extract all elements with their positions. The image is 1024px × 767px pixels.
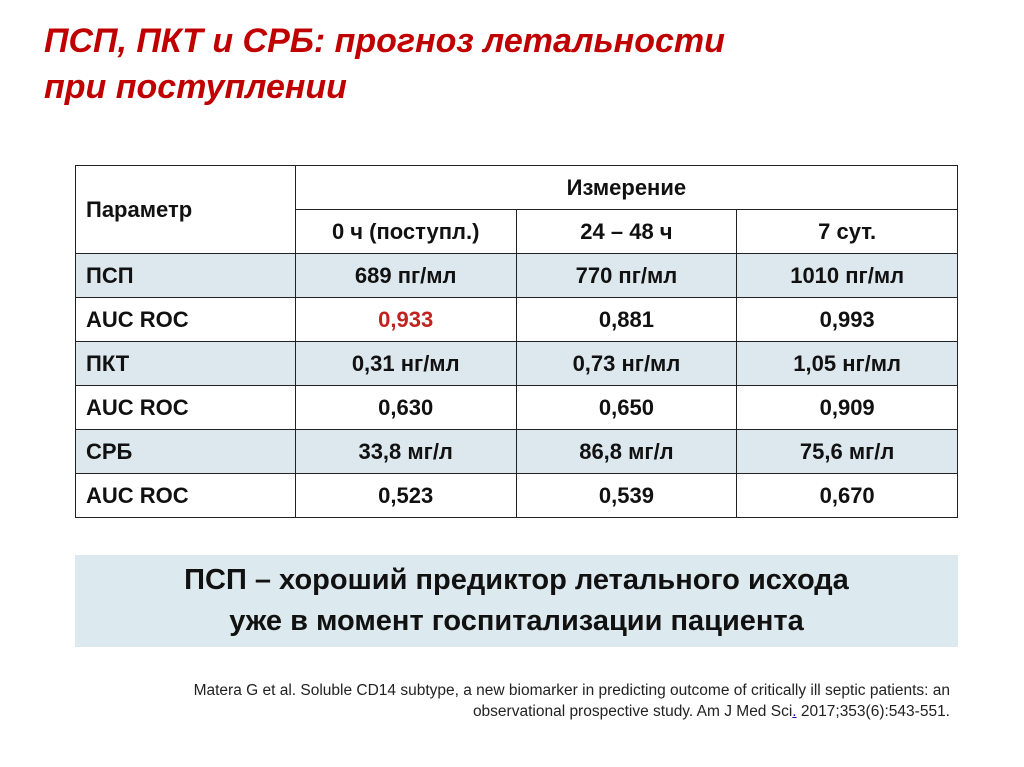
table-row (76, 386, 958, 430)
citation-link[interactable]: . (792, 703, 797, 720)
conclusion-callout (75, 555, 958, 647)
cell-value: 689 пг/мл (295, 254, 516, 298)
citation-line-1: Matera G et al. Soluble CD14 subtype, a new biomarker in predicting outcome of critically ill septic patients: an (193, 682, 950, 699)
header-param: Параметр (76, 166, 296, 254)
title-line-2: при поступлении (44, 68, 347, 106)
cell-value: 0,650 (516, 386, 737, 430)
citation-year: 2017;353(6):543-551. (796, 703, 950, 720)
cell-value: 33,8 мг/л (295, 430, 516, 474)
row-label: AUC ROC (76, 474, 296, 518)
row-label: AUC ROC (76, 386, 296, 430)
cell-value: 75,6 мг/л (737, 430, 958, 474)
table-row (76, 298, 958, 342)
citation-line-2 (90, 701, 950, 722)
page-title (44, 18, 944, 110)
cell-value: 0,539 (516, 474, 737, 518)
citation-text: observational prospective study. Am J Med Sci (472, 703, 793, 720)
row-label: ПСП (76, 254, 296, 298)
row-label: СРБ (76, 430, 296, 474)
callout-line-1: ПСП – хороший предиктор летального исхода (184, 564, 849, 596)
cell-value: 0,523 (295, 474, 516, 518)
cell-value: 0,909 (737, 386, 958, 430)
title-line-1: ПСП, ПКТ и СРБ: прогноз летальности (44, 22, 725, 60)
cell-value: 86,8 мг/л (516, 430, 737, 474)
table-row (76, 254, 958, 298)
table-row (76, 474, 958, 518)
cell-value-highlight: 0,933 (295, 298, 516, 342)
table-row (76, 342, 958, 386)
row-label: ПКТ (76, 342, 296, 386)
cell-value: 0,670 (737, 474, 958, 518)
row-label: AUC ROC (76, 298, 296, 342)
results-table (75, 165, 958, 518)
cell-value: 0,881 (516, 298, 737, 342)
cell-value: 770 пг/мл (516, 254, 737, 298)
citation (90, 680, 950, 722)
cell-value: 0,73 нг/мл (516, 342, 737, 386)
callout-line-2: уже в момент госпитализации пациента (229, 605, 804, 637)
header-col-0h: 0 ч (поступл.) (295, 210, 516, 254)
header-col-7d: 7 сут. (737, 210, 958, 254)
cell-value: 0,993 (737, 298, 958, 342)
header-col-24-48h: 24 – 48 ч (516, 210, 737, 254)
cell-value: 0,31 нг/мл (295, 342, 516, 386)
cell-value: 1,05 нг/мл (737, 342, 958, 386)
cell-value: 1010 пг/мл (737, 254, 958, 298)
cell-value: 0,630 (295, 386, 516, 430)
header-group: Измерение (295, 166, 957, 210)
table-row (76, 430, 958, 474)
